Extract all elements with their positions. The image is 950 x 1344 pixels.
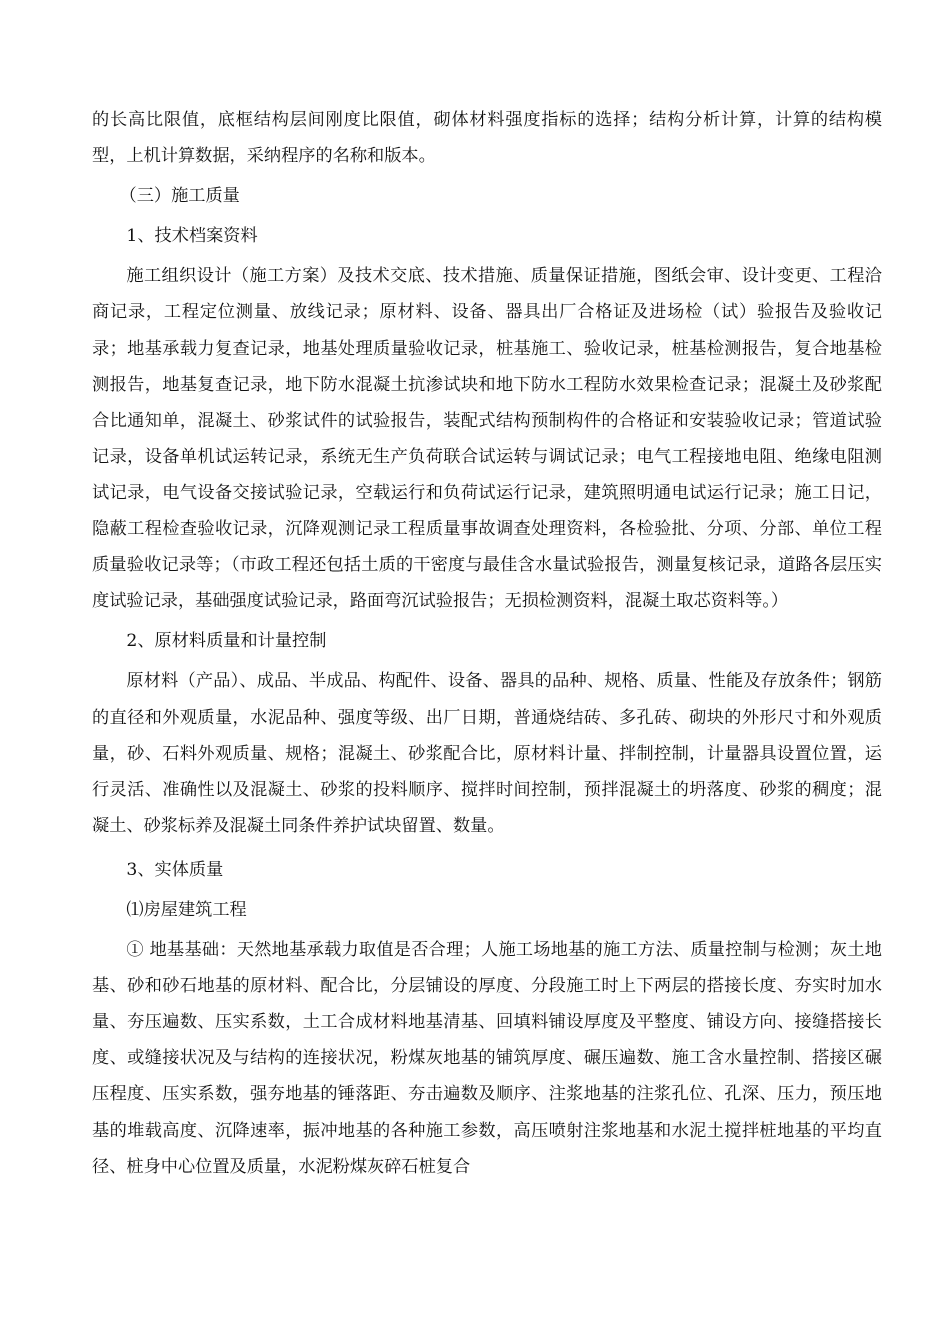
subheading-building-works: ⑴房屋建筑工程 (126, 899, 247, 920)
paragraph-material-quality: 原材料（产品）、成品、半成品、构配件、设备、器具的品种、规格、质量、性能及存放条件；钢筋的直径和外观质量，水泥品种、强度等级、出厂日期，普通烧结砖、多孔砖、砌块的外形尺寸和外观质量，砂、石料外观质量、规格；混凝土、砂浆配合比，原材料计量、拌制控制，计量器具设置位置，运行灵活、准确性以及混凝土、砂浆的投料顺序、搅拌时间控制，预拌混凝土的坍落度、砂浆的稠度；混凝土、砂浆标养及混凝土同条件养护试块留置、数量。 (92, 671, 882, 836)
document-page (92, 102, 882, 1185)
paragraph-foundation: ① 地基基础：天然地基承载力取值是否合理；人施工场地基的施工方法、质量控制与检测；灰土地基、砂和砂石地基的原材料、配合比，分层铺设的厚度、分段施工时上下两层的搭接长度、夯实时加水量、夯压遍数、压实系数，土工合成材料地基清基、回填料铺设厚度及平整度、铺设方向、接缝搭接长度、或缝接状况及与结构的连接状况，粉煤灰地基的铺筑厚度、碾压遍数、施工含水量控制、搭接区碾压程度、压实系数，强夯地基的锤落距、夯击遍数及顺序、注浆地基的注浆孔位、孔深、压力，预压地基的堆载高度、沉降速率，振冲地基的各种施工参数，高压喷射注浆地基和水泥土搅拌桩地基的平均直径、桩身中心位置及质量，水泥粉煤灰碎石桩复合 (92, 940, 882, 1177)
subheading-entity-quality: 3、实体质量 (126, 859, 224, 880)
subheading-material-quality: 2、原材料质量和计量控制 (126, 631, 327, 652)
paragraph-technical-archives: 施工组织设计（施工方案）及技术交底、技术措施、质量保证措施，图纸会审、设计变更、工程洽商记录，工程定位测量、放线记录；原材料、设备、器具出厂合格证及进场检（试）验报告及验收记录；地基承载力复查记录，地基处理质量验收记录，桩基施工、验收记录，桩基检测报告，复合地基检测报告，地基复查记录，地下防水混凝土抗渗试块和地下防水工程防水效果检查记录；混凝土及砂浆配合比通知单，混凝土、砂浆试件的试验报告，装配式结构预制构件的合格证和安装验收记录；管道试验记录，设备单机试运转记录，系统无生产负荷联合试运转与调试记录；电气工程接地电阻、绝缘电阻测试记录，电气设备交接试验记录，空载运行和负荷试运行记录，建筑照明通电试运行记录；施工日记，隐蔽工程检查验收记录，沉降观测记录工程质量事故调查处理资料，各检验批、分项、分部、单位工程质量验收记录等；（市政工程还包括土质的干密度与最佳含水量试验报告，测量复核记录，道路各层压实度试验记录，基础强度试验记录，路面弯沉试验报告；无损检测资料，混凝土取芯资料等。） (92, 266, 882, 612)
paragraph-structure-calc: 的长高比限值，底框结构层间刚度比限值，砌体材料强度指标的选择；结构分析计算，计算的结构模型，上机计算数据，采纳程序的名称和版本。 (92, 110, 882, 167)
subheading-technical-archives: 1、技术档案资料 (126, 226, 258, 247)
section-heading-construction-quality: （三）施工质量 (119, 186, 240, 207)
